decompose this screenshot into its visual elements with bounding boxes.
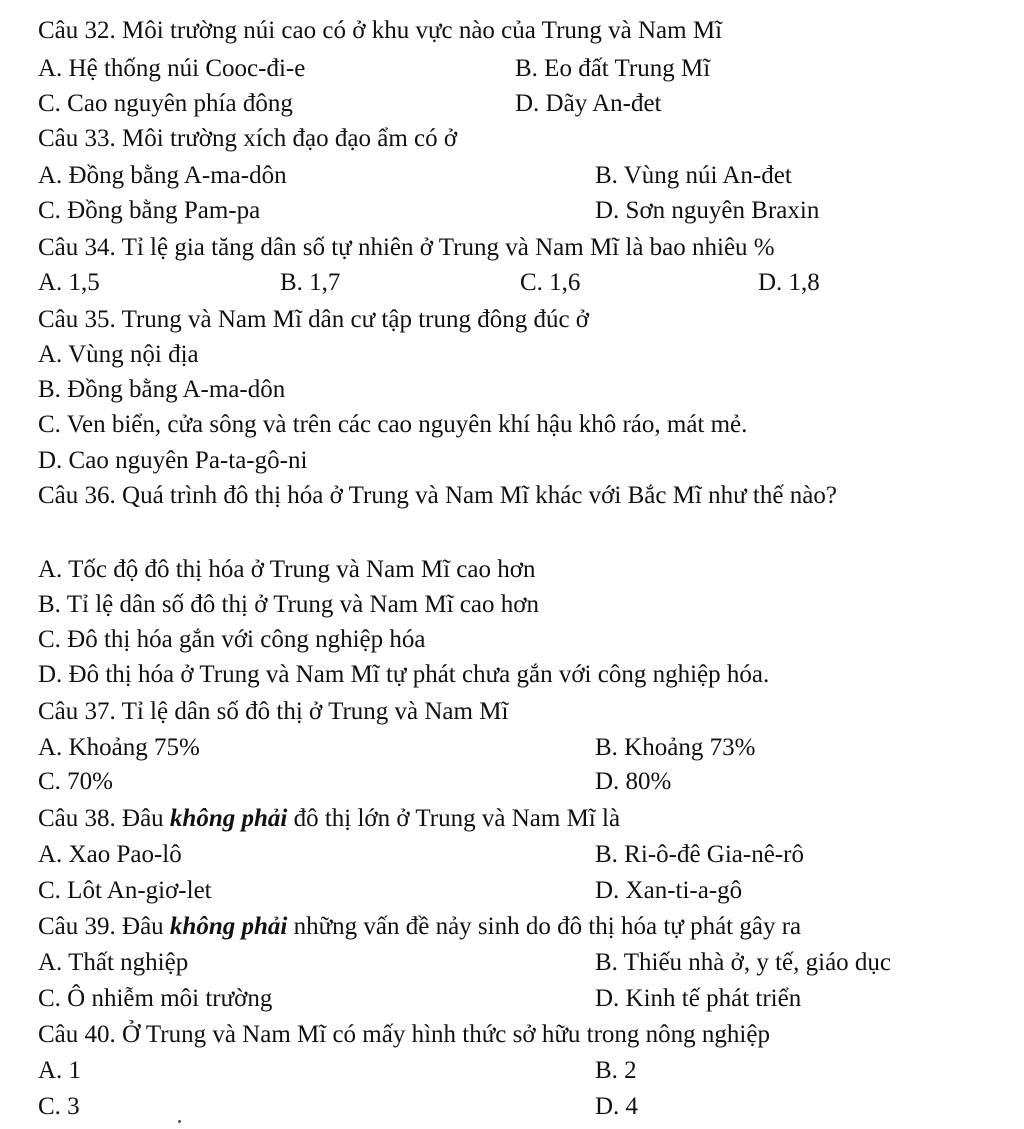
option-40-a: A. 1 — [38, 1057, 82, 1084]
question-36: Câu 36. Quá trình đô thị hóa ở Trung và Nam Mĩ khác với Bắc Mĩ như thế nào? — [38, 482, 837, 509]
option-40-c: C. 3 — [38, 1093, 80, 1120]
option-33-c: C. Đồng bằng Pam-pa — [38, 197, 261, 224]
option-39-a: A. Thất nghiệp — [38, 949, 189, 976]
option-37-c: C. 70% — [38, 768, 113, 795]
option-39-d: D. Kinh tế phát triển — [595, 985, 802, 1012]
option-38-d: D. Xan-ti-a-gô — [595, 877, 743, 904]
option-38-c: C. Lôt An-giơ-let — [38, 877, 212, 904]
question-33: Câu 33. Môi trường xích đạo đạo ẩm có ở — [38, 125, 458, 152]
option-35-d: D. Cao nguyên Pa-ta-gô-ni — [38, 447, 308, 474]
option-32-b: B. Eo đất Trung Mĩ — [515, 55, 711, 82]
option-32-d: D. Dãy An-đet — [515, 90, 662, 117]
option-40-d: D. 4 — [595, 1093, 639, 1120]
question-38 — [38, 804, 620, 834]
option-38-b: B. Ri-ô-đê Gia-nê-rô — [595, 841, 804, 868]
option-33-d: D. Sơn nguyên Braxin — [595, 197, 820, 224]
question-39-prefix: Câu 39. Đâu — [38, 913, 170, 940]
option-34-c: C. 1,6 — [520, 269, 581, 296]
option-38-a: A. Xao Pao-lô — [38, 841, 182, 868]
option-36-b: B. Tỉ lệ dân số đô thị ở Trung và Nam Mĩ cao hơn — [38, 591, 539, 618]
option-36-a: A. Tốc độ đô thị hóa ở Trung và Nam Mĩ cao hơn — [38, 556, 536, 583]
question-34: Câu 34. Tỉ lệ gia tăng dân số tự nhiên ở Trung và Nam Mĩ là bao nhiêu % — [38, 234, 775, 261]
option-39-b: B. Thiếu nhà ở, y tế, giáo dục — [595, 949, 892, 976]
option-36-c: C. Đô thị hóa gắn với công nghiệp hóa — [38, 626, 426, 653]
question-32: Câu 32. Môi trường núi cao có ở khu vực nào của Trung và Nam Mĩ — [38, 17, 723, 44]
option-34-d: D. 1,8 — [758, 269, 820, 296]
option-32-c: C. Cao nguyên phía đông — [38, 90, 293, 117]
stray-dot — [178, 1120, 181, 1123]
option-37-b: B. Khoảng 73% — [595, 734, 756, 761]
option-34-a: A. 1,5 — [38, 269, 100, 296]
question-39-emphasis: không phải — [169, 913, 288, 940]
option-39-c: C. Ô nhiễm môi trường — [38, 985, 273, 1012]
option-35-a: A. Vùng nội địa — [38, 341, 199, 368]
question-37: Câu 37. Tỉ lệ dân số đô thị ở Trung và Nam Mĩ — [38, 698, 509, 725]
question-39-suffix: những vấn đề nảy sinh do đô thị hóa tự phát gây ra — [287, 913, 802, 940]
question-38-suffix: đô thị lớn ở Trung và Nam Mĩ là — [287, 805, 621, 832]
question-38-emphasis: không phải — [169, 805, 288, 832]
option-40-b: B. 2 — [595, 1057, 637, 1084]
question-40: Câu 40. Ở Trung và Nam Mĩ có mấy hình thức sở hữu trong nông nghiệp — [38, 1021, 770, 1048]
option-37-d: D. 80% — [595, 768, 672, 795]
option-36-d: D. Đô thị hóa ở Trung và Nam Mĩ tự phát chưa gắn với công nghiệp hóa. — [38, 661, 770, 688]
option-33-b: B. Vùng núi An-đet — [595, 162, 792, 189]
question-38-prefix: Câu 38. Đâu — [38, 805, 170, 832]
question-39 — [38, 912, 801, 942]
option-35-c: C. Ven biển, cửa sông và trên các cao nguyên khí hậu khô ráo, mát mẻ. — [38, 411, 748, 438]
option-33-a: A. Đồng bằng A-ma-dôn — [38, 162, 287, 189]
option-37-a: A. Khoảng 75% — [38, 734, 200, 761]
option-34-b: B. 1,7 — [280, 269, 341, 296]
question-35: Câu 35. Trung và Nam Mĩ dân cư tập trung đông đúc ở — [38, 306, 590, 333]
option-32-a: A. Hệ thống núi Cooc-đi-e — [38, 55, 306, 82]
option-35-b: B. Đồng bằng A-ma-dôn — [38, 376, 286, 403]
